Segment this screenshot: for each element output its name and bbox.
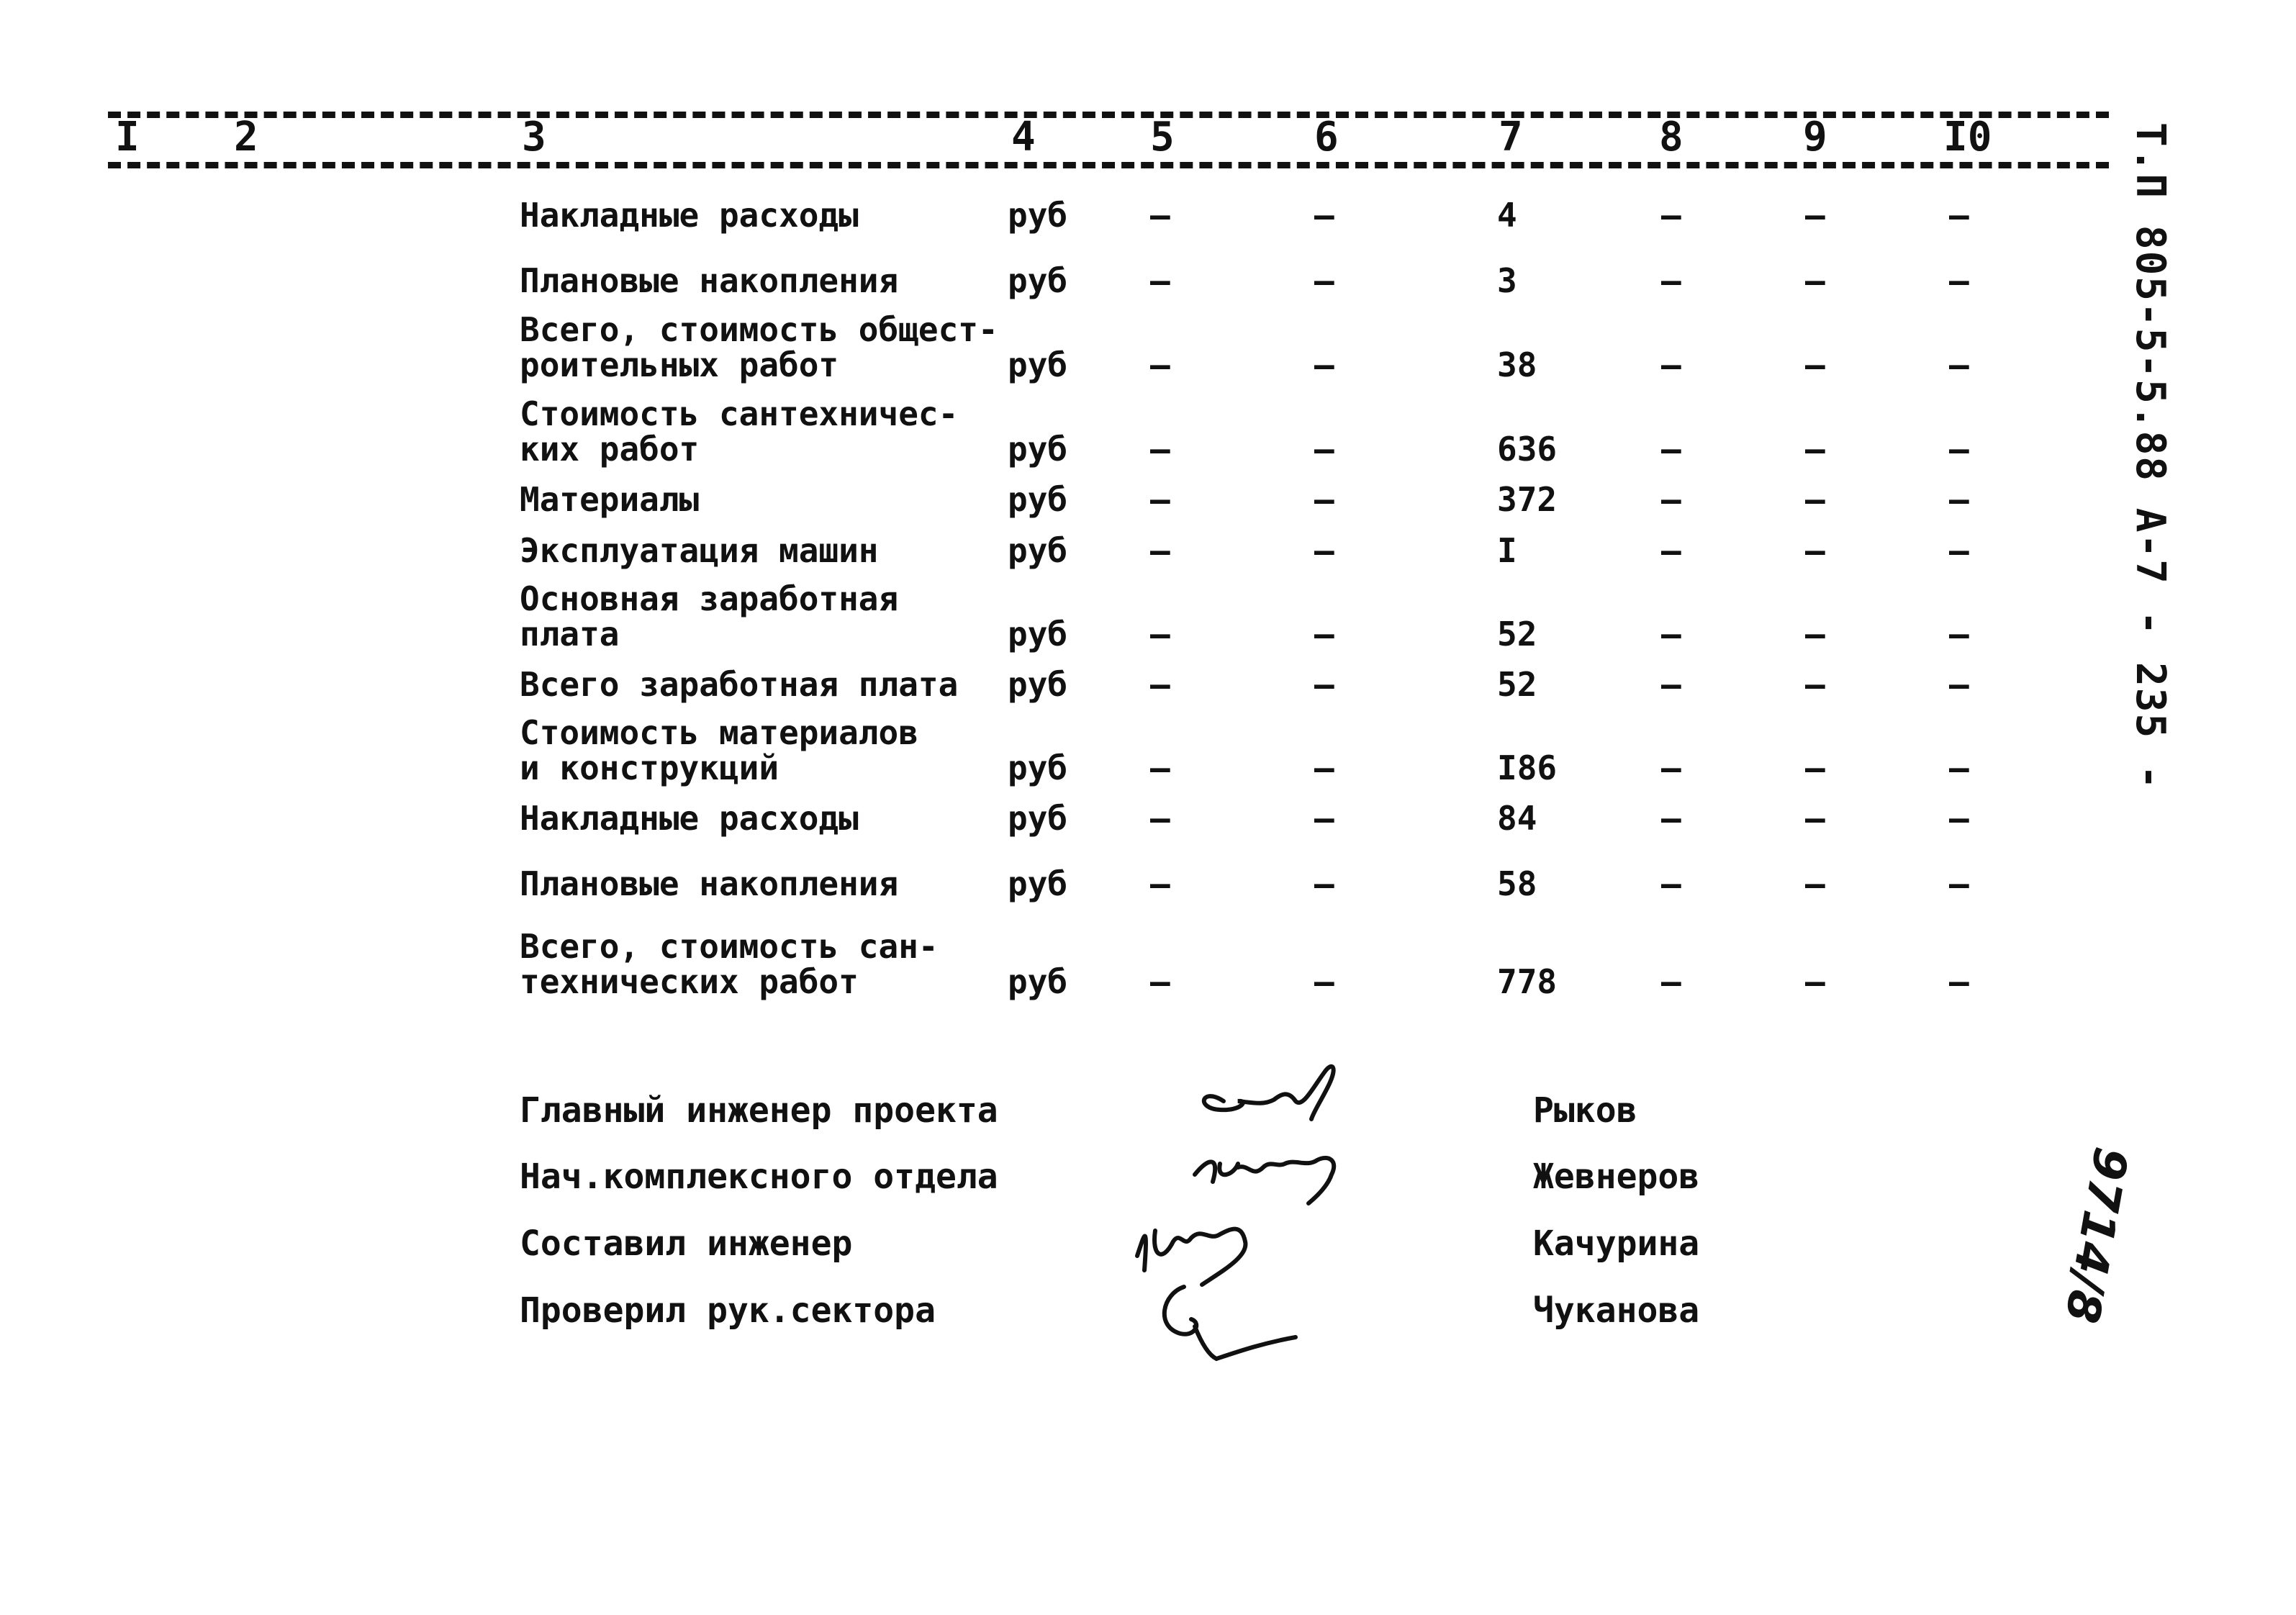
cell-col10: –: [1949, 665, 1969, 705]
cell-col5: –: [1150, 430, 1170, 469]
cell-col9: –: [1805, 799, 1825, 838]
cell-col7: 52: [1497, 665, 1537, 705]
stamp-text: 9714/8: [2053, 1143, 2138, 1327]
table-row: [0, 490, 2159, 569]
cell-col5: –: [1150, 480, 1170, 520]
cell-col6: –: [1314, 196, 1334, 235]
cell-col10: –: [1949, 615, 1969, 654]
cell-col7: 58: [1497, 864, 1537, 904]
table-row: [0, 220, 2159, 299]
cell-col6: –: [1314, 665, 1334, 705]
cell-col8: –: [1661, 480, 1681, 520]
table-row: [0, 823, 2159, 902]
row-unit: руб: [1008, 665, 1068, 705]
cell-col5: –: [1150, 531, 1170, 571]
cell-col7: 372: [1497, 480, 1558, 520]
signatory-name: Чуканова: [1533, 1290, 1700, 1331]
cell-col8: –: [1661, 665, 1681, 705]
cell-col6: –: [1314, 615, 1334, 654]
cell-col10: –: [1949, 962, 1969, 1002]
cell-col9: –: [1805, 962, 1825, 1002]
signature-role: Проверил рук.сектора: [520, 1290, 936, 1331]
cell-col9: –: [1805, 864, 1825, 904]
cell-col8: –: [1661, 261, 1681, 301]
row-description: Плановые накопления: [520, 261, 899, 301]
cell-col6: –: [1314, 864, 1334, 904]
cell-col8: –: [1661, 799, 1681, 838]
cell-col5: –: [1150, 748, 1170, 788]
signature-role: Главный инженер проекта: [520, 1090, 998, 1131]
cell-col9: –: [1805, 480, 1825, 520]
column-number-10: I0: [1943, 114, 1992, 160]
cell-col7: 38: [1497, 345, 1537, 385]
cell-col6: –: [1314, 261, 1334, 301]
cell-col8: –: [1661, 615, 1681, 654]
cell-col8: –: [1661, 962, 1681, 1002]
signatory-name: Рыков: [1533, 1090, 1637, 1131]
cell-col6: –: [1314, 962, 1334, 1002]
handwritten-signature: [1123, 1258, 1382, 1380]
row-description: Всего, стоимость сан- технических работ: [520, 926, 939, 1002]
row-unit: руб: [1008, 799, 1068, 838]
row-unit: руб: [1008, 345, 1068, 385]
cell-col7: 778: [1497, 962, 1558, 1002]
cell-col10: –: [1949, 196, 1969, 235]
cell-col5: –: [1150, 345, 1170, 385]
column-number-8: 8: [1659, 114, 1683, 160]
column-number-9: 9: [1803, 114, 1827, 160]
signature-row: [0, 1157, 2159, 1207]
cell-col8: –: [1661, 531, 1681, 571]
table-row: [0, 304, 2159, 384]
cell-col7: 636: [1497, 430, 1558, 469]
cell-col10: –: [1949, 531, 1969, 571]
cell-col9: –: [1805, 345, 1825, 385]
cell-col6: –: [1314, 430, 1334, 469]
cell-col9: –: [1805, 196, 1825, 235]
row-description: Основная заработная плата: [520, 579, 899, 654]
cell-col7: 4: [1497, 196, 1517, 235]
row-description: Накладные расходы: [520, 799, 859, 838]
cell-col6: –: [1314, 345, 1334, 385]
cell-col7: I: [1497, 531, 1517, 571]
cell-col5: –: [1150, 196, 1170, 235]
signature-role: Составил инженер: [520, 1223, 853, 1264]
cell-col5: –: [1150, 261, 1170, 301]
table-row: [0, 921, 2159, 1000]
cell-col10: –: [1949, 345, 1969, 385]
row-unit: руб: [1008, 480, 1068, 520]
cell-col6: –: [1314, 480, 1334, 520]
signatory-name: Жевнеров: [1533, 1157, 1700, 1197]
cell-col8: –: [1661, 748, 1681, 788]
cell-col9: –: [1805, 261, 1825, 301]
row-description: Плановые накопления: [520, 864, 899, 904]
signature-row: [0, 1223, 2159, 1274]
row-unit: руб: [1008, 615, 1068, 654]
cell-col9: –: [1805, 615, 1825, 654]
cell-col8: –: [1661, 430, 1681, 469]
signature-role: Нач.комплексного отдела: [520, 1157, 998, 1197]
cell-col6: –: [1314, 799, 1334, 838]
signatory-name: Качурина: [1533, 1223, 1700, 1264]
document-code-label: Т.П 805-5-5.88 А-7 - 235 -: [2127, 122, 2174, 791]
cell-col8: –: [1661, 864, 1681, 904]
cell-col5: –: [1150, 864, 1170, 904]
signature-row: [0, 1290, 2159, 1341]
cell-col9: –: [1805, 531, 1825, 571]
archive-stamp-number: [2044, 1143, 2138, 1327]
cell-col9: –: [1805, 665, 1825, 705]
row-unit: руб: [1008, 531, 1068, 571]
row-description: Всего заработная плата: [520, 665, 959, 705]
cell-col7: I86: [1497, 748, 1558, 788]
row-description: Материалы: [520, 480, 700, 520]
cell-col5: –: [1150, 665, 1170, 705]
row-unit: руб: [1008, 430, 1068, 469]
cell-col7: 84: [1497, 799, 1537, 838]
row-unit: руб: [1008, 196, 1068, 235]
cell-col7: 3: [1497, 261, 1517, 301]
column-number-3: 3: [522, 114, 546, 160]
column-number-1: I: [115, 114, 140, 160]
column-number-5: 5: [1150, 114, 1175, 160]
cell-col5: –: [1150, 962, 1170, 1002]
row-unit: руб: [1008, 748, 1068, 788]
cell-col6: –: [1314, 531, 1334, 571]
row-description: Стоимость материалов и конструкций: [520, 712, 918, 788]
cell-col9: –: [1805, 430, 1825, 469]
cell-col8: –: [1661, 196, 1681, 235]
signature-row: [0, 1090, 2159, 1141]
cell-col9: –: [1805, 748, 1825, 788]
column-number-6: 6: [1314, 114, 1339, 160]
cell-col5: –: [1150, 615, 1170, 654]
cell-col5: –: [1150, 799, 1170, 838]
row-description: Накладные расходы: [520, 196, 859, 235]
row-description: Стоимость сантехничес- ких работ: [520, 394, 959, 469]
table-row: [0, 624, 2159, 703]
cell-col10: –: [1949, 480, 1969, 520]
row-description: Эксплуатация машин: [520, 531, 879, 571]
column-number-4: 4: [1011, 114, 1036, 160]
row-unit: руб: [1008, 261, 1068, 301]
cell-col7: 52: [1497, 615, 1537, 654]
cell-col10: –: [1949, 261, 1969, 301]
cell-col10: –: [1949, 748, 1969, 788]
cell-col10: –: [1949, 864, 1969, 904]
column-number-2: 2: [234, 114, 258, 160]
cell-col6: –: [1314, 748, 1334, 788]
cell-col10: –: [1949, 799, 1969, 838]
row-unit: руб: [1008, 864, 1068, 904]
cell-col10: –: [1949, 430, 1969, 469]
row-description: Всего, стоимость общест- роительных работ: [520, 309, 998, 385]
row-unit: руб: [1008, 962, 1068, 1002]
cell-col8: –: [1661, 345, 1681, 385]
column-number-7: 7: [1499, 114, 1523, 160]
